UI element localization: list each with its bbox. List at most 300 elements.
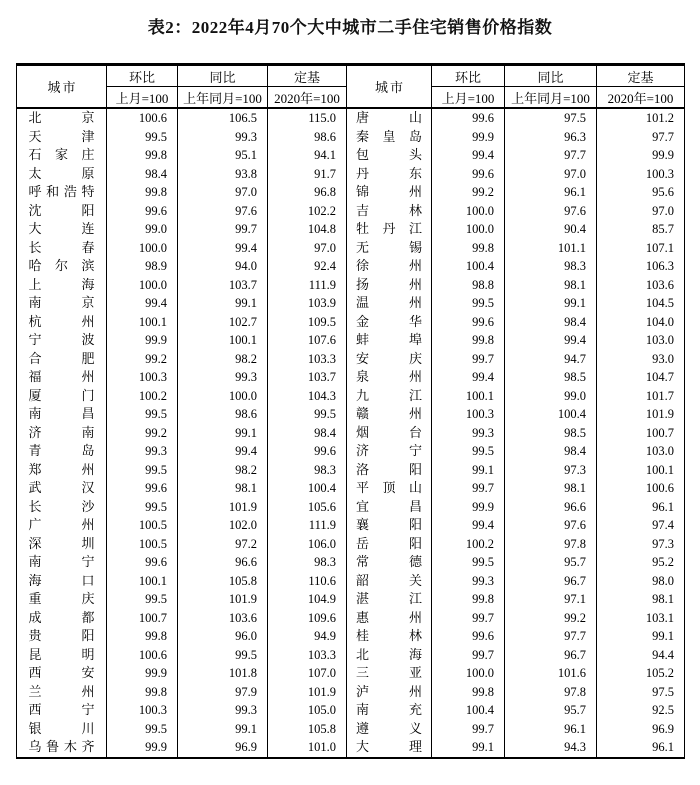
city-cell xyxy=(347,313,432,332)
header-mom-left: 环比 xyxy=(107,65,178,87)
value-cell: 99.7 xyxy=(432,350,505,369)
city-cell xyxy=(347,202,432,221)
value-cell: 100.1 xyxy=(178,331,268,350)
city-cell xyxy=(347,553,432,572)
table-row xyxy=(17,202,685,221)
value-cell: 98.2 xyxy=(178,461,268,480)
value-cell: 100.0 xyxy=(107,239,178,258)
city-cell xyxy=(17,627,107,646)
value-cell: 99.8 xyxy=(107,146,178,165)
value-cell: 106.5 xyxy=(178,108,268,128)
value-cell: 100.0 xyxy=(178,387,268,406)
city-cell xyxy=(347,220,432,239)
value-cell: 99.5 xyxy=(268,405,347,424)
value-cell: 94.1 xyxy=(268,146,347,165)
value-cell: 100.3 xyxy=(432,405,505,424)
city-cell xyxy=(347,350,432,369)
city-name: 唐山 xyxy=(356,110,422,125)
value-cell: 95.7 xyxy=(505,553,597,572)
table-row xyxy=(17,368,685,387)
city-cell xyxy=(17,553,107,572)
value-cell: 100.4 xyxy=(268,479,347,498)
value-cell: 99.8 xyxy=(107,183,178,202)
value-cell: 97.5 xyxy=(505,108,597,128)
city-name: 北海 xyxy=(356,646,422,662)
document-page xyxy=(0,13,700,759)
value-cell: 101.9 xyxy=(178,590,268,609)
city-name: 银川 xyxy=(28,720,95,736)
value-cell: 97.3 xyxy=(505,461,597,480)
city-cell xyxy=(17,479,107,498)
value-cell: 93.8 xyxy=(178,165,268,184)
value-cell: 99.3 xyxy=(432,424,505,443)
value-cell: 100.0 xyxy=(107,276,178,295)
value-cell: 103.0 xyxy=(597,442,685,461)
header-mom-base-left: 上月=100 xyxy=(107,87,178,109)
value-cell: 99.7 xyxy=(432,609,505,628)
value-cell: 101.9 xyxy=(268,683,347,702)
value-cell: 99.6 xyxy=(432,627,505,646)
value-cell: 100.7 xyxy=(597,424,685,443)
city-cell xyxy=(17,590,107,609)
city-cell xyxy=(17,313,107,332)
value-cell: 115.0 xyxy=(268,108,347,128)
table-row xyxy=(17,220,685,239)
city-name: 蚌埠 xyxy=(356,332,422,347)
value-cell: 98.0 xyxy=(597,572,685,591)
city-cell xyxy=(347,572,432,591)
value-cell: 92.4 xyxy=(268,257,347,276)
value-cell: 99.1 xyxy=(505,294,597,313)
city-name: 青岛 xyxy=(28,443,95,458)
city-cell xyxy=(347,479,432,498)
value-cell: 94.3 xyxy=(505,738,597,758)
value-cell: 103.9 xyxy=(268,294,347,313)
value-cell: 99.5 xyxy=(432,553,505,572)
value-cell: 100.1 xyxy=(107,313,178,332)
city-cell xyxy=(17,498,107,517)
city-cell xyxy=(347,590,432,609)
value-cell: 103.6 xyxy=(597,276,685,295)
value-cell: 99.5 xyxy=(107,720,178,739)
value-cell: 96.1 xyxy=(597,498,685,517)
value-cell: 99.6 xyxy=(432,165,505,184)
value-cell: 111.9 xyxy=(268,276,347,295)
value-cell: 97.0 xyxy=(505,165,597,184)
city-cell xyxy=(347,128,432,147)
value-cell: 99.5 xyxy=(107,405,178,424)
table-row xyxy=(17,276,685,295)
table-row xyxy=(17,646,685,665)
city-name: 宁波 xyxy=(28,332,95,347)
value-cell: 98.8 xyxy=(432,276,505,295)
city-cell xyxy=(347,424,432,443)
city-name: 深圳 xyxy=(28,535,95,551)
value-cell: 99.4 xyxy=(432,368,505,387)
city-name: 牡丹江 xyxy=(356,221,422,236)
city-name: 合肥 xyxy=(28,350,95,366)
table-row xyxy=(17,257,685,276)
value-cell: 99.5 xyxy=(432,294,505,313)
value-cell: 94.4 xyxy=(597,646,685,665)
value-cell: 99.9 xyxy=(107,738,178,758)
city-cell xyxy=(17,276,107,295)
header-mom-base-right: 上月=100 xyxy=(432,87,505,109)
city-name: 乌鲁木齐 xyxy=(28,739,95,754)
value-cell: 103.3 xyxy=(268,350,347,369)
value-cell: 99.8 xyxy=(107,627,178,646)
city-name: 岳阳 xyxy=(356,535,422,551)
city-name: 平顶山 xyxy=(356,480,422,495)
city-name: 锦州 xyxy=(356,184,422,199)
city-name: 海口 xyxy=(28,572,95,588)
value-cell: 102.7 xyxy=(178,313,268,332)
city-cell xyxy=(17,202,107,221)
value-cell: 99.5 xyxy=(107,461,178,480)
value-cell: 97.0 xyxy=(268,239,347,258)
city-cell xyxy=(17,609,107,628)
city-cell xyxy=(347,276,432,295)
city-cell xyxy=(347,720,432,739)
city-cell xyxy=(17,165,107,184)
value-cell: 94.0 xyxy=(178,257,268,276)
city-cell xyxy=(347,108,432,128)
city-cell xyxy=(347,498,432,517)
city-cell xyxy=(347,294,432,313)
value-cell: 99.5 xyxy=(107,498,178,517)
value-cell: 100.6 xyxy=(107,646,178,665)
table-row xyxy=(17,664,685,683)
value-cell: 97.4 xyxy=(597,516,685,535)
value-cell: 105.8 xyxy=(268,720,347,739)
table-row xyxy=(17,627,685,646)
value-cell: 95.1 xyxy=(178,146,268,165)
value-cell: 99.6 xyxy=(107,479,178,498)
city-name: 哈尔滨 xyxy=(28,258,95,273)
value-cell: 111.9 xyxy=(268,516,347,535)
value-cell: 100.0 xyxy=(432,220,505,239)
value-cell: 99.3 xyxy=(178,128,268,147)
value-cell: 99.4 xyxy=(432,516,505,535)
table-row xyxy=(17,701,685,720)
value-cell: 100.0 xyxy=(432,664,505,683)
city-cell xyxy=(17,294,107,313)
value-cell: 109.6 xyxy=(268,609,347,628)
table-row xyxy=(17,128,685,147)
value-cell: 97.0 xyxy=(178,183,268,202)
value-cell: 104.3 xyxy=(268,387,347,406)
table-row xyxy=(17,165,685,184)
value-cell: 99.3 xyxy=(432,572,505,591)
value-cell: 96.9 xyxy=(178,738,268,758)
table-row xyxy=(17,442,685,461)
value-cell: 104.9 xyxy=(268,590,347,609)
city-cell xyxy=(347,683,432,702)
value-cell: 99.1 xyxy=(432,461,505,480)
value-cell: 99.2 xyxy=(505,609,597,628)
value-cell: 96.7 xyxy=(505,646,597,665)
value-cell: 100.4 xyxy=(432,701,505,720)
value-cell: 98.2 xyxy=(178,350,268,369)
value-cell: 99.6 xyxy=(107,202,178,221)
city-name: 遵义 xyxy=(356,720,422,736)
value-cell: 101.6 xyxy=(505,664,597,683)
city-name: 兰州 xyxy=(28,683,95,699)
city-name: 南宁 xyxy=(28,554,95,569)
city-name: 九江 xyxy=(356,387,422,403)
value-cell: 99.6 xyxy=(268,442,347,461)
city-cell xyxy=(17,183,107,202)
table-row xyxy=(17,479,685,498)
value-cell: 98.6 xyxy=(178,405,268,424)
city-cell xyxy=(17,424,107,443)
value-cell: 101.0 xyxy=(268,738,347,758)
value-cell: 103.3 xyxy=(268,646,347,665)
city-cell xyxy=(347,257,432,276)
header-base-base-right: 2020年=100 xyxy=(597,87,685,109)
city-cell xyxy=(347,368,432,387)
city-cell xyxy=(17,257,107,276)
city-name: 泉州 xyxy=(356,369,422,384)
city-name: 南京 xyxy=(28,295,95,310)
value-cell: 97.6 xyxy=(178,202,268,221)
table-row xyxy=(17,108,685,128)
value-cell: 99.6 xyxy=(432,108,505,128)
city-name: 武汉 xyxy=(28,480,95,495)
value-cell: 105.2 xyxy=(597,664,685,683)
value-cell: 99.0 xyxy=(107,220,178,239)
city-name: 丹东 xyxy=(356,165,422,181)
value-cell: 99.2 xyxy=(107,350,178,369)
table-row xyxy=(17,387,685,406)
value-cell: 96.9 xyxy=(597,720,685,739)
table-row xyxy=(17,313,685,332)
value-cell: 97.2 xyxy=(178,535,268,554)
header-yoy-base-left: 上年同月=100 xyxy=(178,87,268,109)
header-base-base-left: 2020年=100 xyxy=(268,87,347,109)
city-name: 常德 xyxy=(356,554,422,569)
value-cell: 98.9 xyxy=(107,257,178,276)
value-cell: 99.4 xyxy=(432,146,505,165)
value-cell: 99.8 xyxy=(432,683,505,702)
city-name: 成都 xyxy=(28,609,95,625)
city-cell xyxy=(347,165,432,184)
value-cell: 96.1 xyxy=(505,183,597,202)
city-name: 济宁 xyxy=(356,443,422,458)
value-cell: 99.9 xyxy=(597,146,685,165)
value-cell: 99.7 xyxy=(432,646,505,665)
city-cell xyxy=(17,461,107,480)
city-cell xyxy=(17,720,107,739)
value-cell: 99.5 xyxy=(107,590,178,609)
value-cell: 95.2 xyxy=(597,553,685,572)
value-cell: 104.5 xyxy=(597,294,685,313)
value-cell: 99.4 xyxy=(107,294,178,313)
value-cell: 101.7 xyxy=(597,387,685,406)
value-cell: 97.7 xyxy=(597,128,685,147)
header-yoy-base-right: 上年同月=100 xyxy=(505,87,597,109)
value-cell: 98.4 xyxy=(505,442,597,461)
value-cell: 101.9 xyxy=(597,405,685,424)
value-cell: 100.6 xyxy=(107,108,178,128)
city-name: 金华 xyxy=(356,313,422,329)
value-cell: 104.0 xyxy=(597,313,685,332)
value-cell: 92.5 xyxy=(597,701,685,720)
table-row xyxy=(17,720,685,739)
value-cell: 99.1 xyxy=(178,294,268,313)
value-cell: 85.7 xyxy=(597,220,685,239)
table-row xyxy=(17,294,685,313)
city-name: 包头 xyxy=(356,147,422,162)
city-name: 吉林 xyxy=(356,202,422,218)
value-cell: 105.8 xyxy=(178,572,268,591)
value-cell: 90.4 xyxy=(505,220,597,239)
city-cell xyxy=(347,146,432,165)
value-cell: 101.9 xyxy=(178,498,268,517)
value-cell: 103.7 xyxy=(268,368,347,387)
value-cell: 99.4 xyxy=(178,442,268,461)
value-cell: 98.6 xyxy=(268,128,347,147)
value-cell: 98.1 xyxy=(505,276,597,295)
value-cell: 97.5 xyxy=(597,683,685,702)
value-cell: 97.3 xyxy=(597,535,685,554)
city-cell xyxy=(347,646,432,665)
price-index-table xyxy=(16,63,685,759)
city-name: 沈阳 xyxy=(28,202,95,218)
value-cell: 100.2 xyxy=(107,387,178,406)
header-city-right: 城市 xyxy=(347,65,432,109)
value-cell: 100.1 xyxy=(107,572,178,591)
value-cell: 100.0 xyxy=(432,202,505,221)
city-cell xyxy=(17,572,107,591)
value-cell: 97.6 xyxy=(505,202,597,221)
value-cell: 100.4 xyxy=(432,257,505,276)
city-cell xyxy=(17,350,107,369)
value-cell: 100.2 xyxy=(432,535,505,554)
value-cell: 99.9 xyxy=(432,498,505,517)
value-cell: 102.0 xyxy=(178,516,268,535)
value-cell: 107.6 xyxy=(268,331,347,350)
city-name: 杭州 xyxy=(28,313,95,329)
city-cell xyxy=(347,664,432,683)
city-name: 秦皇岛 xyxy=(356,128,422,144)
value-cell: 97.1 xyxy=(505,590,597,609)
value-cell: 107.0 xyxy=(268,664,347,683)
value-cell: 100.3 xyxy=(597,165,685,184)
value-cell: 98.3 xyxy=(505,257,597,276)
value-cell: 102.2 xyxy=(268,202,347,221)
value-cell: 99.1 xyxy=(178,720,268,739)
value-cell: 99.8 xyxy=(432,239,505,258)
city-cell xyxy=(347,627,432,646)
value-cell: 98.4 xyxy=(268,424,347,443)
city-name: 大理 xyxy=(356,739,422,754)
value-cell: 94.9 xyxy=(268,627,347,646)
city-cell xyxy=(17,146,107,165)
city-name: 西安 xyxy=(28,665,95,680)
city-name: 上海 xyxy=(28,276,95,292)
city-name: 长沙 xyxy=(28,498,95,514)
value-cell: 97.0 xyxy=(597,202,685,221)
city-cell xyxy=(17,442,107,461)
city-name: 长春 xyxy=(28,239,95,255)
city-cell xyxy=(347,331,432,350)
value-cell: 96.7 xyxy=(505,572,597,591)
table-row xyxy=(17,146,685,165)
table-header xyxy=(17,65,685,109)
city-name: 宜昌 xyxy=(356,498,422,514)
value-cell: 99.8 xyxy=(432,331,505,350)
city-cell xyxy=(347,405,432,424)
city-name: 三亚 xyxy=(356,665,422,680)
city-name: 天津 xyxy=(28,128,95,144)
value-cell: 104.8 xyxy=(268,220,347,239)
value-cell: 100.1 xyxy=(432,387,505,406)
value-cell: 99.6 xyxy=(107,553,178,572)
city-name: 南充 xyxy=(356,702,422,717)
value-cell: 100.7 xyxy=(107,609,178,628)
value-cell: 98.5 xyxy=(505,424,597,443)
city-name: 韶关 xyxy=(356,572,422,588)
city-name: 广州 xyxy=(28,517,95,532)
value-cell: 99.2 xyxy=(107,424,178,443)
value-cell: 98.3 xyxy=(268,461,347,480)
value-cell: 98.5 xyxy=(505,368,597,387)
city-name: 洛阳 xyxy=(356,461,422,477)
value-cell: 99.3 xyxy=(178,368,268,387)
city-name: 石家庄 xyxy=(28,147,95,162)
value-cell: 100.5 xyxy=(107,535,178,554)
value-cell: 105.6 xyxy=(268,498,347,517)
city-name: 昆明 xyxy=(28,646,95,662)
header-base-right: 定基 xyxy=(597,65,685,87)
city-name: 北京 xyxy=(28,110,95,125)
value-cell: 99.9 xyxy=(107,331,178,350)
value-cell: 99.8 xyxy=(107,683,178,702)
city-cell xyxy=(347,183,432,202)
city-cell xyxy=(17,220,107,239)
value-cell: 100.3 xyxy=(107,701,178,720)
value-cell: 97.6 xyxy=(505,516,597,535)
table-row xyxy=(17,535,685,554)
table-row xyxy=(17,553,685,572)
value-cell: 94.7 xyxy=(505,350,597,369)
city-name: 扬州 xyxy=(356,276,422,292)
city-name: 无锡 xyxy=(356,239,422,255)
value-cell: 100.6 xyxy=(597,479,685,498)
value-cell: 99.1 xyxy=(178,424,268,443)
value-cell: 99.5 xyxy=(178,646,268,665)
city-cell xyxy=(347,239,432,258)
value-cell: 99.4 xyxy=(178,239,268,258)
value-cell: 106.0 xyxy=(268,535,347,554)
table-row xyxy=(17,331,685,350)
value-cell: 96.0 xyxy=(178,627,268,646)
city-name: 西宁 xyxy=(28,702,95,717)
value-cell: 96.6 xyxy=(505,498,597,517)
value-cell: 97.8 xyxy=(505,535,597,554)
value-cell: 91.7 xyxy=(268,165,347,184)
city-cell xyxy=(17,646,107,665)
value-cell: 96.3 xyxy=(505,128,597,147)
city-cell xyxy=(17,405,107,424)
table-row xyxy=(17,498,685,517)
value-cell: 95.6 xyxy=(597,183,685,202)
city-name: 厦门 xyxy=(28,387,95,403)
city-name: 襄阳 xyxy=(356,517,422,532)
header-base-left: 定基 xyxy=(268,65,347,87)
table-row xyxy=(17,516,685,535)
